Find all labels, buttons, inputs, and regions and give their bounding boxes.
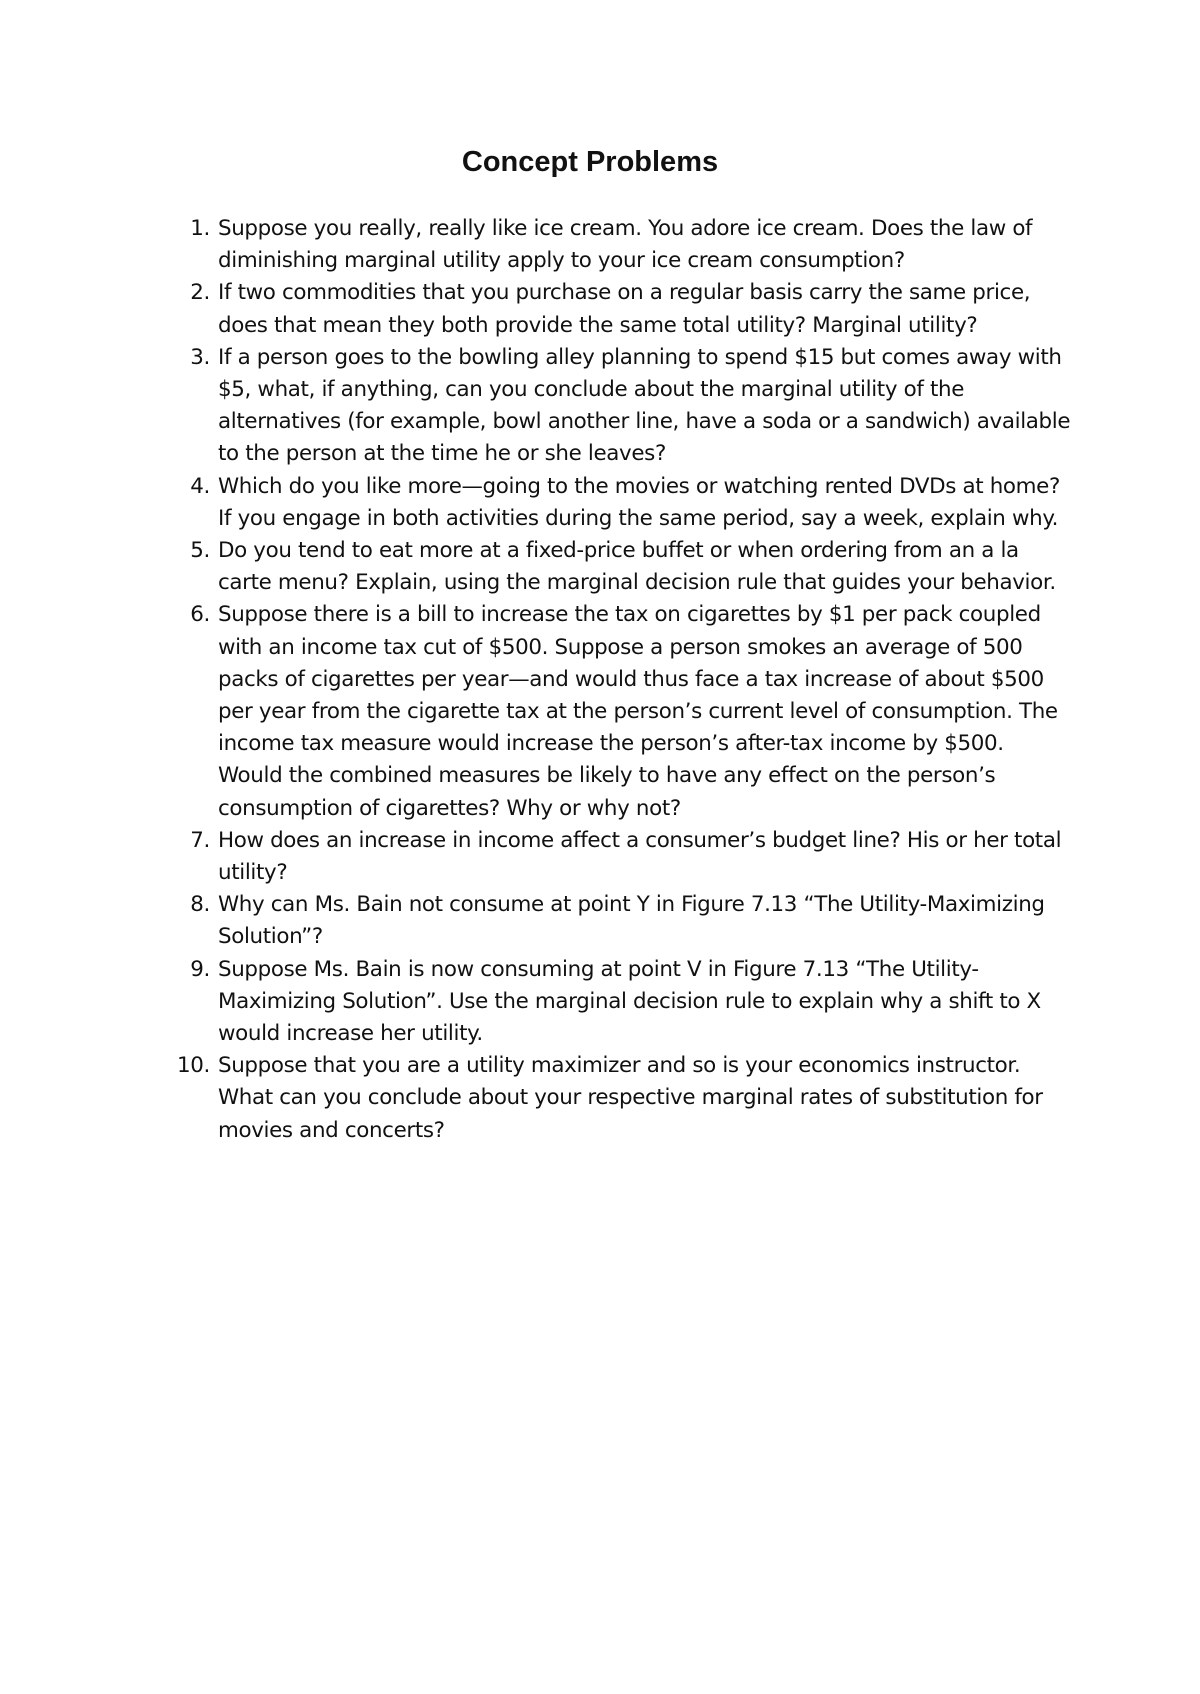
problem-item <box>178 599 1073 824</box>
problem-text: Do you tend to eat more at a fixed-price buffet or when ordering from an a la carte menu? Explain, using the marginal decision rule that guides your behavior. <box>218 538 1056 596</box>
problem-number: 6. <box>190 602 210 628</box>
problem-item <box>178 213 1073 277</box>
problem-number: 9. <box>190 956 210 982</box>
problem-number: 8. <box>190 892 210 918</box>
problem-number: 5. <box>190 538 210 564</box>
problem-text: If two commodities that you purchase on a regular basis carry the same price, does that mean they both provide the same total utility? Marginal utility? <box>218 280 1031 338</box>
page-title: Concept Problems <box>461 146 719 178</box>
problem-item <box>178 342 1073 471</box>
problem-number: 10. <box>177 1053 210 1079</box>
problem-item <box>178 471 1073 535</box>
problem-item <box>178 1050 1073 1147</box>
problem-text: Which do you like more—going to the movies or watching rented DVDs at home? If you engage in both activities during the same period, say a week, explain why. <box>218 473 1060 531</box>
problem-number: 3. <box>190 344 210 370</box>
problem-text: Suppose that you are a utility maximizer and so is your economics instructor. What can you conclude about your respective marginal rates of substitution for movies and concerts? <box>218 1053 1043 1143</box>
problem-item <box>178 889 1073 953</box>
problem-number: 2. <box>190 280 210 306</box>
problem-text: Why can Ms. Bain not consume at point Y in Figure 7.13 “The Utility-Maximizing Solution”? <box>218 892 1045 950</box>
problem-item <box>178 954 1073 1051</box>
problem-number: 7. <box>190 827 210 853</box>
problem-text: If a person goes to the bowling alley planning to spend $15 but comes away with $5, what, if anything, can you conclude about the marginal utility of the alternatives (for example, bowl another line, have a soda or a sandwich) available to the person at the time he or she leaves? <box>218 344 1071 467</box>
problem-item <box>178 825 1073 889</box>
problem-number: 4. <box>190 473 210 499</box>
problem-item <box>178 277 1073 341</box>
problem-text: Suppose Ms. Bain is now consuming at point V in Figure 7.13 “The Utility-Maximizing Solution”. Use the marginal decision rule to explain why a shift to X would increase her utility. <box>218 956 1041 1047</box>
problem-item <box>178 535 1073 599</box>
problem-text: Suppose you really, really like ice cream. You adore ice cream. Does the law of diminishing marginal utility apply to your ice cream consumption? <box>218 216 1033 274</box>
problem-list <box>178 213 1073 1147</box>
problem-number: 1. <box>190 216 210 241</box>
problem-text: Suppose there is a bill to increase the tax on cigarettes by $1 per pack coupled with an income tax cut of $500. Suppose a person smokes an average of 500 packs of cigarettes per year—and would thus face a tax increase of about $500 per year from the cigarette tax at the person’s current level of consumption. The income tax measure would increase the person’s after-tax income by $500. Would the combined measures be likely to have any effect on the person’s consumption of cigarettes? Why or why not? <box>218 602 1058 821</box>
problem-text: How does an increase in income affect a consumer’s budget line? His or her total utility? <box>218 827 1062 886</box>
